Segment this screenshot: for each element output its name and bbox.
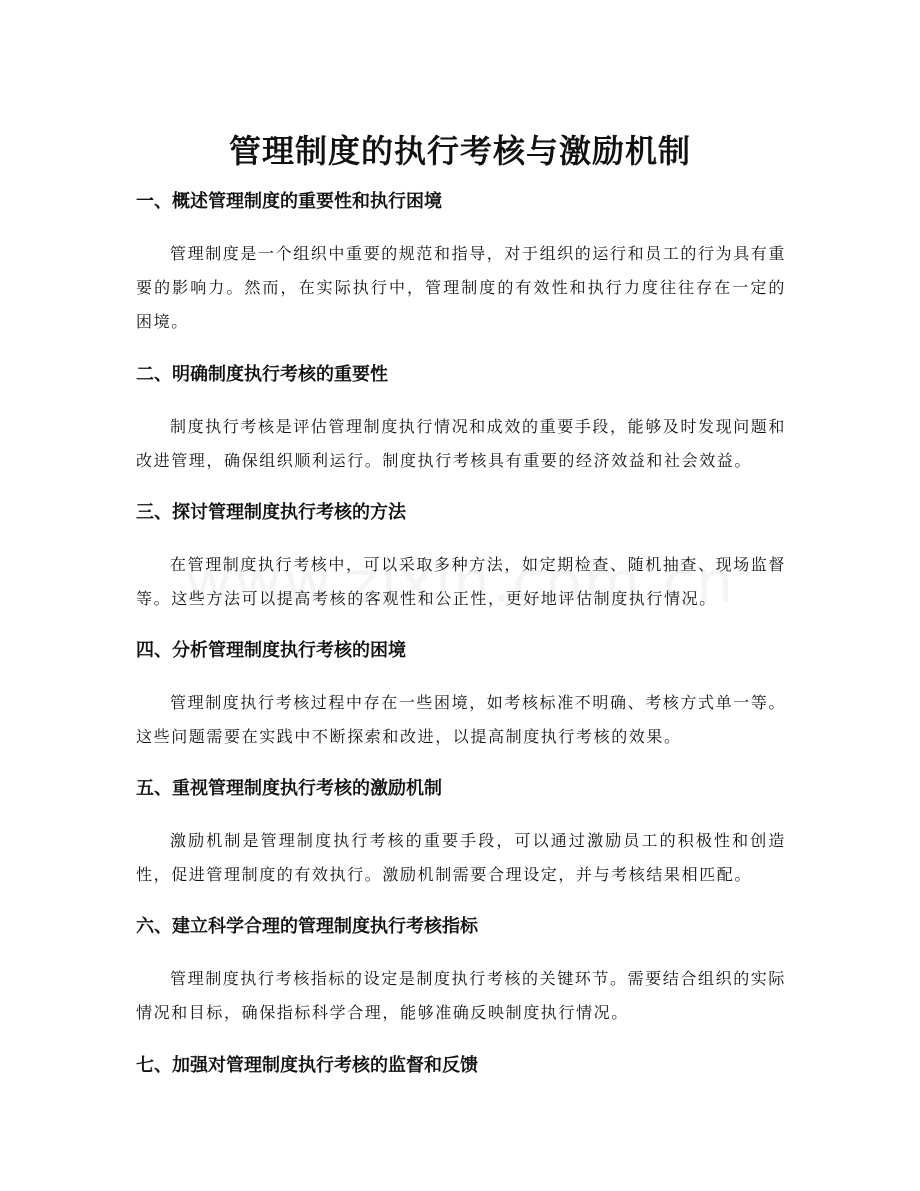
section-heading: 四、分析管理制度执行考核的困境 [136,640,406,661]
section-4 [136,638,786,754]
section-paragraph: 在管理制度执行考核中，可以采取多种方法，如定期检查、随机抽查、现场监督等。这些方法可以提高考核的客观性和公正性，更好地评估制度执行情况。 [136,555,787,608]
section-paragraph: 激励机制是管理制度执行考核的重要手段，可以通过激励员工的积极性和创造性，促进管理制度的有效执行。激励机制需要合理设定，并与考核结果相匹配。 [136,831,786,884]
section-heading: 一、概述管理制度的重要性和执行困境 [136,191,442,212]
section-paragraph: 制度执行考核是评估管理制度执行情况和成效的重要手段，能够及时发现问题和改进管理，确保组织顺利运行。制度执行考核具有重要的经济效益和社会效益。 [136,417,787,470]
section-3 [136,500,786,616]
section-heading: 七、加强对管理制度执行考核的监督和反馈 [136,1055,478,1076]
document-title: 管理制度的执行考核与激励机制 [228,132,691,171]
section-2 [136,362,786,478]
section-heading: 五、重视管理制度执行考核的激励机制 [136,778,442,799]
section-7 [136,1053,786,1079]
section-6 [136,914,786,1030]
section-1 [136,189,786,339]
section-paragraph: 管理制度执行考核指标的设定是制度执行考核的关键环节。需要结合组织的实际情况和目标，确保指标科学合理，能够准确反映制度执行情况。 [136,969,787,1022]
section-paragraph: 管理制度是一个组织中重要的规范和指导，对于组织的运行和员工的行为具有重要的影响力。然而，在实际执行中，管理制度的有效性和执行力度往往存在一定的困境。 [136,244,787,331]
section-heading: 六、建立科学合理的管理制度执行考核指标 [136,916,478,937]
section-5 [136,776,786,892]
section-heading: 三、探讨管理制度执行考核的方法 [136,502,406,523]
section-heading: 二、明确制度执行考核的重要性 [136,364,388,385]
section-paragraph: 管理制度执行考核过程中存在一些困境，如考核标准不明确、考核方式单一等。这些问题需要在实践中不断探索和改进，以提高制度执行考核的效果。 [136,693,787,746]
